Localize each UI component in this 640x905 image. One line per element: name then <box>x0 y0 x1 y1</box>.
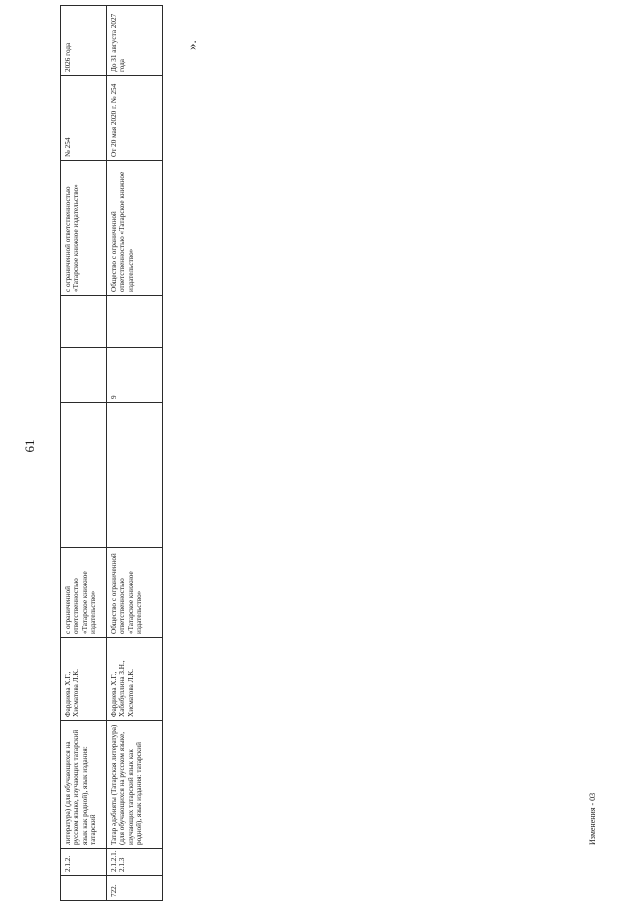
cell-empty <box>61 403 107 548</box>
cell-title: Татар әдәбияты (Татарская литература) (для обучающихся на русском языке, изучающих татарский язык как родной), язык издания: татарский <box>107 721 163 849</box>
cell-publisher: Общество с ограниченной ответственностью «Татарское книжное издательство» <box>107 548 163 638</box>
textbook-list-table <box>60 5 163 901</box>
cell-empty <box>107 296 163 348</box>
footer-note: Изменения - 03 <box>588 792 597 845</box>
cell-organization: с ограниченной ответственностью «Татарское книжное издательство» <box>61 161 107 296</box>
cell-grade: 9 <box>107 348 163 403</box>
cell-authors: Фардиева Х.Г., Хабибуллина З.Н., Хисматова Л.К. <box>107 638 163 721</box>
table-row <box>61 6 107 901</box>
cell-empty <box>107 403 163 548</box>
cell-publisher: с ограниченной ответственностью «Татарское книжное издательство» <box>61 548 107 638</box>
cell-order: От 20 мая 2020 г. № 254 <box>107 76 163 161</box>
closing-quote-mark: ». <box>184 40 199 50</box>
cell-organization: Общество с ограниченной ответственностью «Татарское книжное издательство» <box>107 161 163 296</box>
table-row <box>107 6 163 901</box>
cell-grade <box>61 348 107 403</box>
cell-deadline: 2026 года <box>61 6 107 76</box>
cell-authors: Фардиева Х.Г., Хисматова Л.К. <box>61 638 107 721</box>
cell-code: 2.1.2. <box>61 849 107 876</box>
cell-index <box>61 876 107 901</box>
cell-order: № 254 <box>61 76 107 161</box>
page-number: 61 <box>22 439 37 453</box>
cell-index: 722. <box>107 876 163 901</box>
cell-code: 2.1.2.1. 2.1.3 <box>107 849 163 876</box>
cell-title: литература) (для обучающихся на русском языке, изучающих татарский язык как родной), язык издания: татарский <box>61 721 107 849</box>
cell-empty <box>61 296 107 348</box>
cell-deadline: До 31 августа 2027 года <box>107 6 163 76</box>
